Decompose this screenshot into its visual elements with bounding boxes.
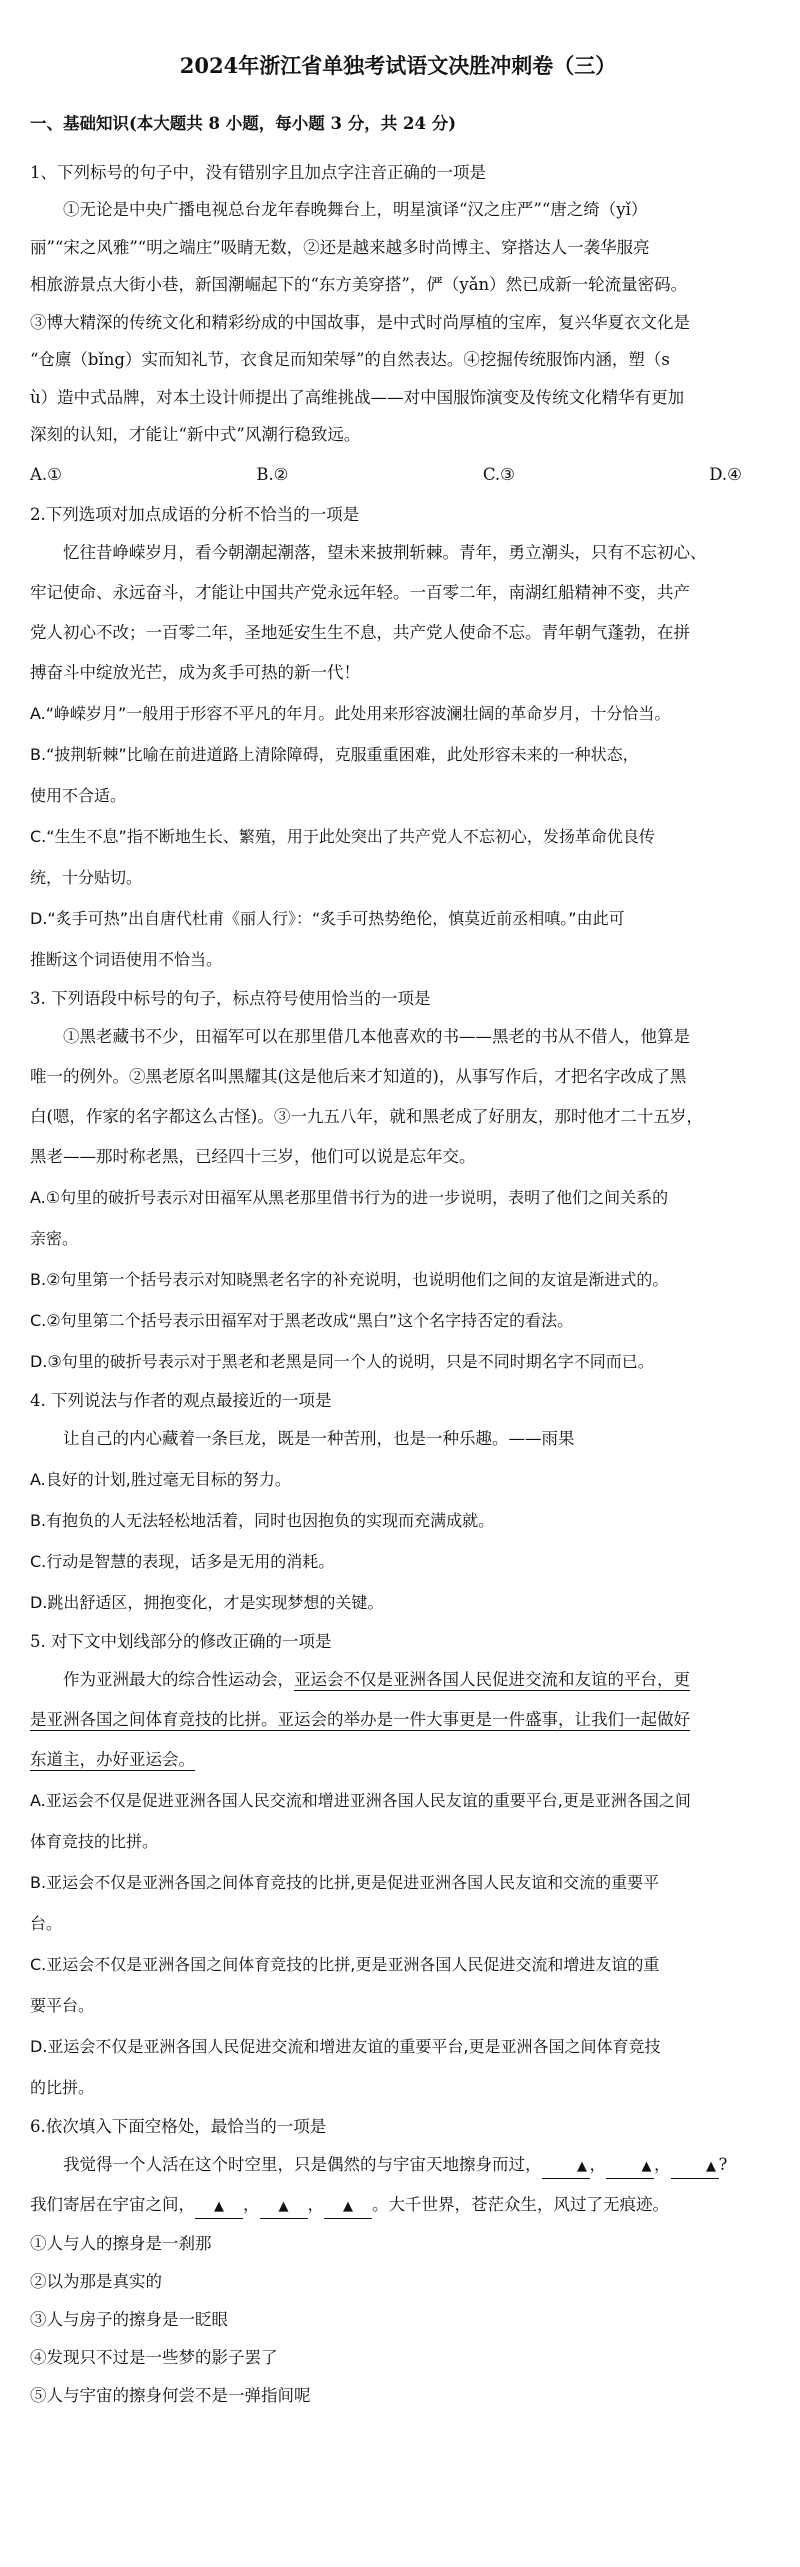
passage-line: 白(嗯，作家的名字都这么古怪)。③一九五八年，就和黑老成了好朋友，那时他才二十五岁， xyxy=(30,1106,703,1126)
question-1-options xyxy=(30,454,766,496)
option-b[interactable]: B.亚运会不仅是亚洲各国之间体育竞技的比拼,更是促进亚洲各国人民友谊和交流的重要平 xyxy=(30,1872,660,1892)
underlined-text: 亚运会不仅是亚洲各国人民促进交流和友谊的平台，更 xyxy=(294,1669,690,1689)
underlined-text: 东道主，办好亚运会。 xyxy=(30,1749,195,1769)
comma: ， xyxy=(589,2154,606,2174)
option-b[interactable]: B.②句里第一个括号表示对知晓黑老名字的补充说明，也说明他们之间的友谊是渐进式的。 xyxy=(30,1269,669,1289)
passage-line xyxy=(30,1660,766,1700)
question-3-options xyxy=(30,1177,766,1382)
option-a[interactable]: A.良好的计划,胜过毫无目标的努力。 xyxy=(30,1469,291,1489)
answer-blank[interactable] xyxy=(195,2194,243,2219)
passage-line: 牢记使命、永远奋斗，才能让中国共产党永远年轻。一百零二年，南湖红船精神不变，共产 xyxy=(30,582,690,602)
question-1-passage xyxy=(30,191,766,454)
passage-line: “仓廪（bǐng）实而知礼节，衣食足而知荣辱”的自然表达。④挖掘传统服饰内涵，塑（s xyxy=(30,350,670,369)
underlined-text: 是亚洲各国之间体育竞技的比拼。亚运会的举办是一件大事更是一件盛事，让我们一起做好 xyxy=(30,1709,690,1729)
option-a[interactable]: A.“峥嵘岁月”一般用于形容不平凡的年月。此处用来形容波澜壮阔的革命岁月，十分恰当。 xyxy=(30,703,671,723)
passage-text: 我觉得一个人活在这个时空里，只是偶然的与宇宙天地擦身而过， xyxy=(63,2154,542,2174)
question-3 xyxy=(30,980,766,1382)
passage-line: 忆往昔峥嵘岁月，看今朝潮起潮落，望未来披荆斩棘。青年，勇立潮头，只有不忘初心、 xyxy=(63,542,707,562)
question-5-stem: 5. 对下文中划线部分的修改正确的一项是 xyxy=(30,1631,332,1651)
option-c[interactable]: C.③ xyxy=(482,464,515,484)
blank-marker: ▲ xyxy=(214,2198,224,2214)
passage-line: 相旅游景点大街小巷，新国潮崛起下的“东方美穿搭”，俨（yǎn）然已成新一轮流量密码。 xyxy=(30,275,688,294)
option-d[interactable]: D.③句里的破折号表示对于黑老和老黑是同一个人的说明，只是不同时期名字不同而已。 xyxy=(30,1351,654,1371)
option-a-cont: 体育竞技的比拼。 xyxy=(30,1831,159,1851)
blank-marker: ▲ xyxy=(641,2158,652,2174)
question-5 xyxy=(30,1623,766,2108)
option-b[interactable]: B.② xyxy=(256,464,289,484)
option-d[interactable]: D.亚运会不仅是亚洲各国人民促进交流和增进友谊的重要平台,更是亚洲各国之间体育竞技 xyxy=(30,2036,661,2056)
blank-marker: ▲ xyxy=(278,2198,289,2214)
passage-line: ③博大精深的传统文化和精彩纷成的中国故事，是中式时尚厚植的宝库，复兴华夏衣文化是 xyxy=(30,312,690,332)
option-c[interactable]: C.②句里第二个括号表示田福军对于黑老改成“黑白”这个名字持否定的看法。 xyxy=(30,1310,574,1330)
question-1 xyxy=(30,154,766,496)
blank-marker: ▲ xyxy=(577,2158,587,2174)
option-c[interactable]: C.亚运会不仅是亚洲各国之间体育竞技的比拼,更是亚洲各国人民促进交流和增进友谊的重 xyxy=(30,1954,660,1974)
question-4-stem: 4. 下列说法与作者的观点最接近的一项是 xyxy=(30,1390,332,1410)
passage-line: 唯一的例外。②黑老原名叫黑耀其(这是他后来才知道的)，从事写作后，才把名字改成了黑 xyxy=(30,1066,687,1086)
option-a-cont: 亲密。 xyxy=(30,1228,79,1248)
question-6-items xyxy=(30,2225,766,2415)
question-4-quote: 让自己的内心藏着一条巨龙，既是一种苦刑，也是一种乐趣。——雨果 xyxy=(63,1428,575,1448)
question-1-stem: 1、下列标号的句子中，没有错别字且加点字注音正确的一项是 xyxy=(30,163,486,182)
passage-line: 深刻的认知，才能让“新中式”风潮行稳致远。 xyxy=(30,425,361,444)
answer-blank[interactable] xyxy=(260,2194,308,2219)
passage-line: 搏奋斗中绽放光芒，成为炙手可热的新一代！ xyxy=(30,662,360,682)
question-5-options xyxy=(30,1780,766,2108)
option-b[interactable]: B.“披荆斩棘”比喻在前进道路上清除障碍，克服重重困难，此处形容未来的一种状态， xyxy=(30,744,639,764)
passage-line: ①黑老藏书不少，田福军可以在那里借几本他喜欢的书——黑老的书从不借人，他算是 xyxy=(63,1026,690,1046)
question-6 xyxy=(30,2108,766,2415)
blank-marker: ▲ xyxy=(343,2198,353,2214)
option-b[interactable]: B.有抱负的人无法轻松地活着，同时也因抱负的实现而充满成就。 xyxy=(30,1510,495,1530)
option-a[interactable]: A.①句里的破折号表示对田福军从黑老那里借书行为的进一步说明，表明了他们之间关系的 xyxy=(30,1187,669,1207)
option-c-cont: 统，十分贴切。 xyxy=(30,867,143,887)
passage-line xyxy=(30,2185,766,2225)
question-4 xyxy=(30,1382,766,1623)
passage-text: 我们寄居在宇宙之间， xyxy=(30,2194,195,2214)
comma: ， xyxy=(243,2194,260,2214)
answer-blank[interactable] xyxy=(542,2154,590,2179)
list-item: ②以为那是真实的 xyxy=(30,2271,162,2291)
option-d[interactable]: D.跳出舒适区，拥抱变化，才是实现梦想的关键。 xyxy=(30,1592,384,1612)
option-d[interactable]: D.④ xyxy=(709,464,742,484)
question-4-options xyxy=(30,1459,766,1623)
answer-blank[interactable] xyxy=(324,2194,372,2219)
option-b-cont: 使用不合适。 xyxy=(30,785,127,805)
passage-line xyxy=(30,1700,766,1740)
question-6-stem: 6.依次填入下面空格处，最恰当的一项是 xyxy=(30,2116,327,2136)
list-item: ④发现只不过是一些梦的影子罢了 xyxy=(30,2347,278,2367)
question-3-stem: 3. 下列语段中标号的句子，标点符号使用恰当的一项是 xyxy=(30,988,431,1008)
option-c-cont: 要平台。 xyxy=(30,1995,95,2015)
blank-marker: ▲ xyxy=(706,2158,716,2174)
option-a[interactable]: A.① xyxy=(30,464,62,484)
option-d-cont: 的比拼。 xyxy=(30,2077,95,2097)
comma: ， xyxy=(654,2154,671,2174)
list-item: ⑤人与宇宙的擦身何尝不是一弹指间呢 xyxy=(30,2385,311,2405)
passage-line: 党人初心不改；一百零二年，圣地延安生生不息，共产党人使命不忘。青年朝气蓬勃，在拼 xyxy=(30,622,690,642)
comma: ， xyxy=(307,2194,324,2214)
question-5-passage xyxy=(30,1660,766,1780)
passage-line: 黑老——那时称老黑，已经四十三岁，他们可以说是忘年交。 xyxy=(30,1146,476,1166)
list-item: ①人与人的擦身是一刹那 xyxy=(30,2233,212,2253)
passage-line: 丽”“宋之风雅”“明之端庄”吸睛无数，②还是越来越多时尚博主、穿搭达人一袭华服亮 xyxy=(30,237,650,257)
passage-line xyxy=(30,1740,766,1780)
answer-blank[interactable] xyxy=(671,2154,719,2179)
question-2 xyxy=(30,496,766,980)
option-c[interactable]: C.行动是智慧的表现，话多是无用的消耗。 xyxy=(30,1551,335,1571)
option-a[interactable]: A.亚运会不仅是促进亚洲各国人民交流和增进亚洲各国人民友谊的重要平台,更是亚洲各国之间 xyxy=(30,1790,691,1810)
question-2-options xyxy=(30,693,766,980)
passage-plain-text: 作为亚洲最大的综合性运动会， xyxy=(63,1669,294,1689)
section-heading: 一、基础知识(本大题共 8 小题，每小题 3 分，共 24 分) xyxy=(30,114,457,133)
passage-line: ①无论是中央广播电视总台龙年春晚舞台上，明星演译“汉之庄严”“唐之绮（yǐ） xyxy=(63,200,648,219)
question-2-passage xyxy=(30,533,766,693)
question-mark: ? xyxy=(718,2154,728,2174)
option-b-cont: 台。 xyxy=(30,1913,63,1933)
passage-text: 。大千世界，苍茫众生，风过了无痕迹。 xyxy=(372,2194,669,2214)
option-c[interactable]: C.“生生不息”指不断地生长、繁殖，用于此处突出了共产党人不忘初心，发扬革命优良传 xyxy=(30,826,655,846)
option-d[interactable]: D.“炙手可热”出自唐代杜甫《丽人行》：“炙手可热势绝伦，慎莫近前丞相嗔。”由此可 xyxy=(30,908,625,928)
passage-line: ù）造中式品牌，对本土设计师提出了高维挑战——对中国服饰演变及传统文化精华有更加 xyxy=(30,387,685,407)
question-2-stem: 2.下列选项对加点成语的分析不恰当的一项是 xyxy=(30,504,360,524)
answer-blank[interactable] xyxy=(606,2154,654,2179)
exam-title: 2024年浙江省单独考试语文决胜冲刺卷（三） xyxy=(179,53,617,78)
option-d-cont: 推断这个词语使用不恰当。 xyxy=(30,949,223,969)
list-item: ③人与房子的擦身是一眨眼 xyxy=(30,2309,228,2329)
passage-line xyxy=(30,2145,766,2185)
question-3-passage xyxy=(30,1017,766,1177)
